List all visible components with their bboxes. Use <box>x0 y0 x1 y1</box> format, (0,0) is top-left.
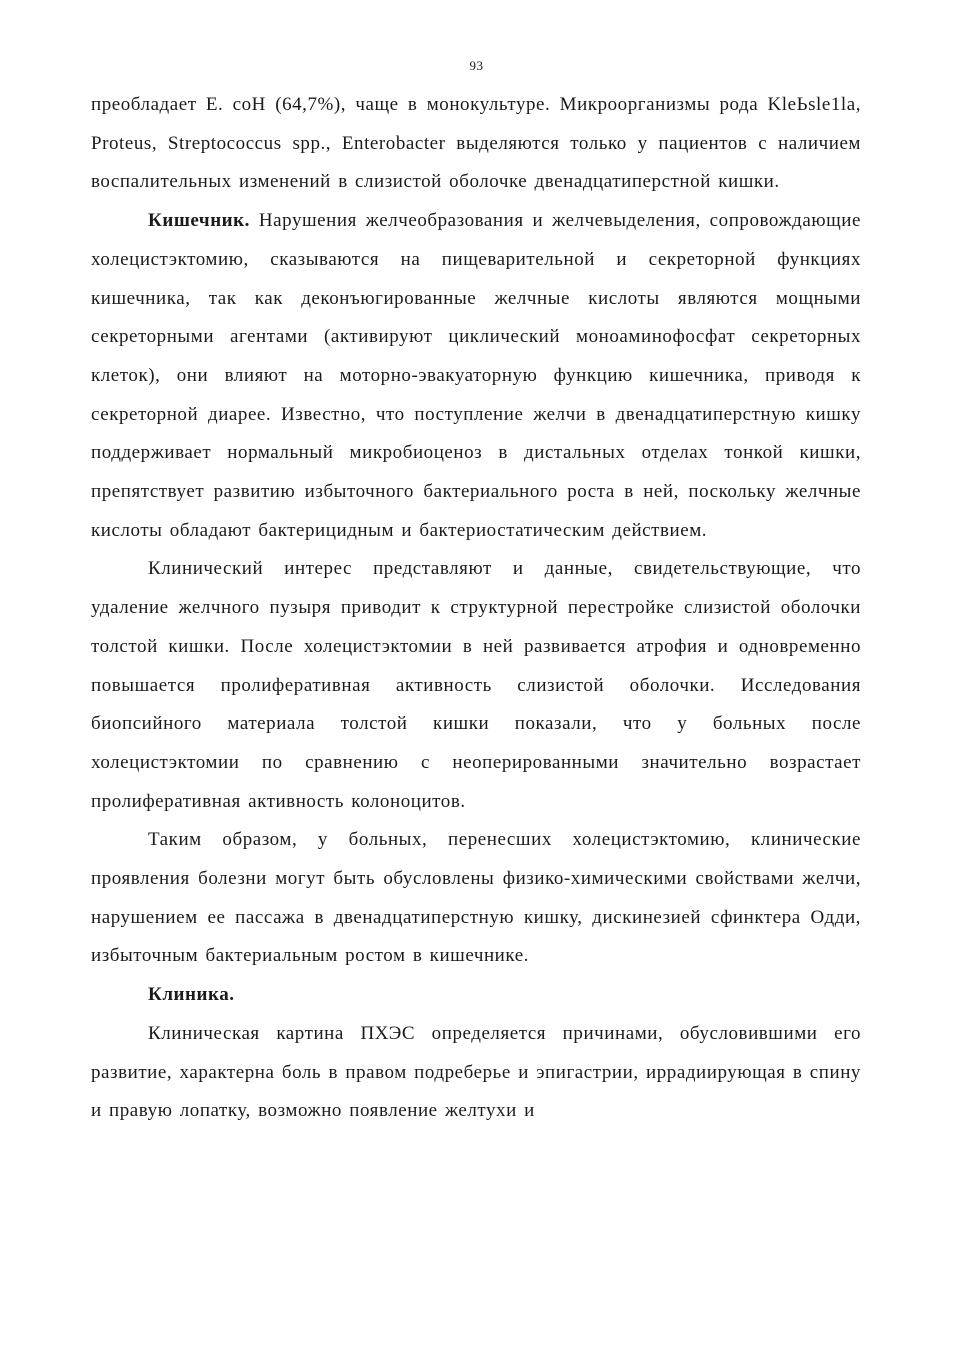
paragraph-clinical-picture: Клиническая картина ПХЭС определяется причинами, обусловившими его развитие, характерна боль в правом подреберье и эпигастрии, иррадиирующая в спину и правую лопатку, возможно появление желтухи и <box>91 1022 861 1122</box>
intestine-text: Нарушения желчеобразования и желчевыделения, сопровождающие холецистэктомию, сказываются на пищеварительной и секреторной функциях кишечника, так как деконъюгированные желчные кислоты являются мощными секреторными агентами (активируют циклический моноаминофосфат секреторных клеток), они влияют на моторно-эвакуаторную функцию кишечника, приводя к секреторной диарее. Известно, что поступление желчи в двенадцатиперстную кишку поддерживает нормальный микробиоценоз в дистальных отделах тонкой кишки, препятствует развитию избыточного бактериального роста в ней, поскольку желчные кислоты обладают бактерицидным и бактериостатическим действием. <box>91 210 861 541</box>
intestine-heading: Кишечник. <box>148 210 250 232</box>
paragraph-bacteria: преобладает E. coH (64,7%), чаще в монокультуре. Микроорганизмы рода KleЬsle1la, Proteus, Streptococcus spp., Enterobacter выделяются только у пациентов с наличием воспалительных изменений в слизистой оболочке двенадцатиперстной кишки. <box>91 94 861 193</box>
paragraph-conclusion: Таким образом, у больных, перенесших холецистэктомию, клинические проявления болезни могут быть обусловлены физико-химическими свойствами желчи, нарушением ее пассажа в двенадцатиперстную кишку, дискинезией сфинктера Одди, избыточным бактериальным ростом в кишечнике. <box>91 829 861 967</box>
paragraph-intestine <box>91 202 861 550</box>
section-heading-clinic: Клиника. <box>148 984 235 1006</box>
paragraph-clinical-interest: Клинический интерес представляют и данные, свидетельствующие, что удаление желчного пузыря приводит к структурной перестройке слизистой оболочки толстой кишки. После холецистэктомии в ней развивается атрофия и одновременно повышается пролиферативная активность слизистой оболочки. Исследования биопсийного материала толстой кишки показали, что у больных после холецистэктомии по сравнению с неоперированными значительно возрастает пролиферативная активность колоноцитов. <box>91 558 861 812</box>
page-number: 93 <box>469 58 484 73</box>
body-text <box>91 86 861 1131</box>
